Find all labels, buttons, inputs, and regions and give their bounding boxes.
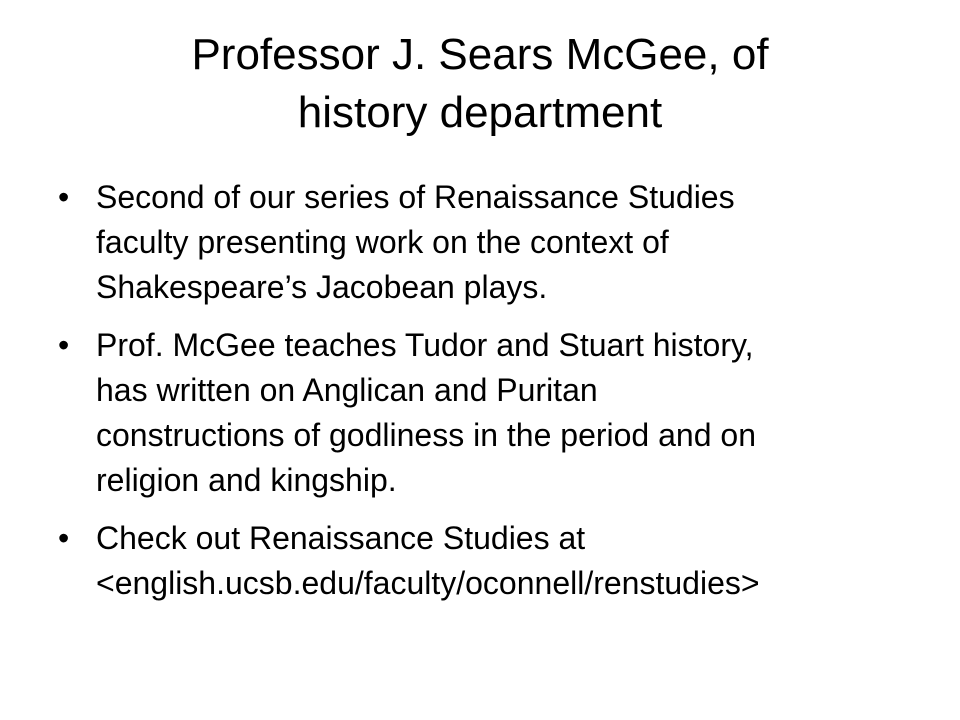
bullet-line: religion and kingship. [96,462,397,498]
bullet-line: has written on Anglican and Puritan [96,372,598,408]
bullet-dot-icon: • [58,179,70,215]
bullet-dot-icon: • [58,327,70,363]
bullet-line: faculty presenting work on the context of [96,224,669,260]
bullet-item-link [58,516,898,606]
slide-title-line-2: history department [297,88,663,137]
bullet-item-teaching [58,323,898,503]
bullet-line: Check out Renaissance Studies at [96,520,586,556]
renstudies-url: <english.ucsb.edu/faculty/oconnell/renstudies> [96,565,760,601]
bullet-item-series [58,175,898,310]
bullet-line: constructions of godliness in the period and on [96,417,756,453]
slide-title [60,26,900,142]
bullet-line: Shakespeare’s Jacobean plays. [96,269,548,305]
slide-title-line-1: Professor J. Sears McGee, of [191,30,769,79]
bullet-line: Second of our series of Renaissance Studies [96,179,735,215]
bullet-line: Prof. McGee teaches Tudor and Stuart history, [96,327,754,363]
bullet-list [58,175,898,619]
bullet-dot-icon: • [58,520,70,556]
